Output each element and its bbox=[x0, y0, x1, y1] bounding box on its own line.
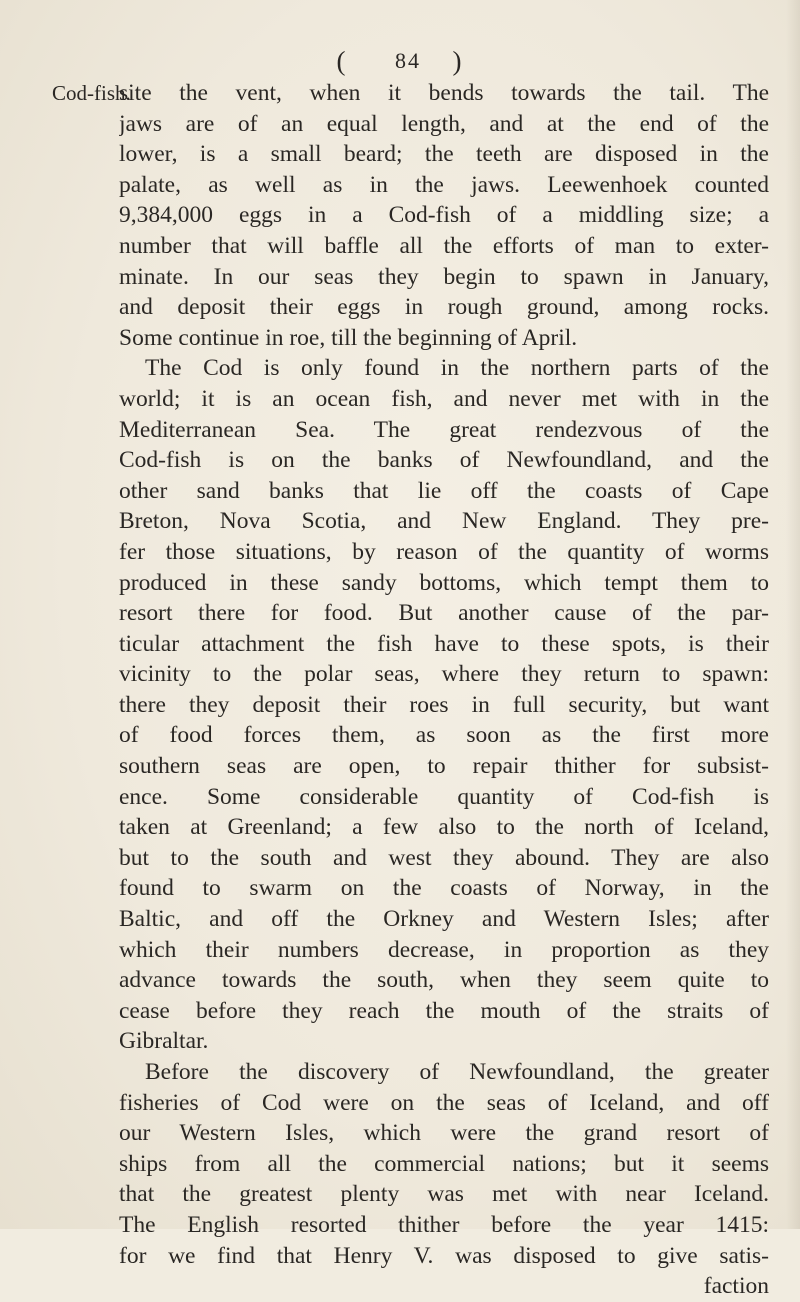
text-line: fisheries of Cod were on the seas of Iceland, and off bbox=[119, 1089, 769, 1116]
text-line: jaws are of an equal length, and at the end of the bbox=[119, 110, 769, 137]
text-line: vicinity to the polar seas, where they return to spawn: bbox=[119, 661, 769, 688]
text-line: number that will baffle all the efforts of man to exter- bbox=[119, 232, 769, 259]
text-line: Gibraltar. bbox=[119, 1028, 209, 1055]
text-line: ships from all the commercial nations; but it seems bbox=[119, 1150, 769, 1177]
text-line: lower, is a small beard; the teeth are disposed in the bbox=[119, 141, 769, 168]
text-line: advance towards the south, when they seem quite to bbox=[119, 967, 769, 994]
text-line: taken at Greenland; a few also to the north of Iceland, bbox=[119, 814, 769, 841]
text-line: palate, as well as in the jaws. Leewenhoek counted bbox=[119, 171, 769, 198]
text-line: Some continue in roe, till the beginning of April. bbox=[119, 324, 578, 351]
text-line: southern seas are open, to repair thither for subsist- bbox=[119, 753, 769, 780]
text-line: site the vent, when it bends towards the tail. The bbox=[119, 80, 769, 106]
margin-note: Cod-fish. bbox=[52, 81, 131, 105]
text-line: ence. Some considerable quantity of Cod-fish is bbox=[119, 783, 769, 810]
text-line: Cod-fish is on the banks of Newfoundland, and the bbox=[119, 447, 769, 474]
text-line: 9,384,000 eggs in a Cod-fish of a middling size; a bbox=[119, 202, 769, 229]
text-line: Breton, Nova Scotia, and New England. They pre- bbox=[119, 508, 769, 535]
header-open-paren: ( bbox=[336, 46, 348, 76]
text-line: world; it is an ocean fish, and never met with in the bbox=[119, 385, 769, 412]
text-line: found to swarm on the coasts of Norway, in the bbox=[119, 875, 769, 902]
text-line: Mediterranean Sea. The great rendezvous of the bbox=[119, 416, 769, 443]
text-line: and deposit their eggs in rough ground, among rocks. bbox=[119, 294, 769, 321]
text-line: The English resorted thither before the year 1415: bbox=[119, 1211, 769, 1238]
text-line: resort there for food. But another cause of the par- bbox=[119, 600, 769, 627]
text-line: ticular attachment the fish have to these spots, is their bbox=[119, 630, 769, 657]
text-line: cease before they reach the mouth of the straits of bbox=[119, 997, 769, 1024]
text-line: our Western Isles, which were the grand resort of bbox=[119, 1120, 769, 1147]
text-line: which their numbers decrease, in proportion as they bbox=[119, 936, 769, 963]
body-text bbox=[119, 78, 769, 1302]
text-line: Baltic, and off the Orkney and Western Isles; after bbox=[119, 906, 769, 933]
catchword: faction bbox=[703, 1273, 769, 1300]
text-line: fer those situations, by reason of the quantity of worms bbox=[119, 538, 769, 565]
page-number: 84 bbox=[395, 48, 421, 73]
text-line: The Cod is only found in the northern parts of the bbox=[145, 355, 769, 382]
page-header bbox=[0, 46, 800, 77]
text-line: produced in these sandy bottoms, which tempt them to bbox=[119, 569, 769, 596]
text-line: other sand banks that lie off the coasts of Cape bbox=[119, 477, 769, 504]
text-line: minate. In our seas they begin to spawn in January, bbox=[119, 263, 769, 290]
header-close-paren: ) bbox=[452, 46, 464, 76]
text-line: there they deposit their roes in full security, but want bbox=[119, 691, 769, 718]
page-edge-shadow bbox=[786, 0, 800, 1229]
text-line: that the greatest plenty was met with near Iceland. bbox=[119, 1181, 769, 1208]
text-line: but to the south and west they abound. They are also bbox=[119, 844, 769, 871]
text-line: for we find that Henry V. was disposed to give satis- bbox=[119, 1242, 769, 1269]
text-line: Before the discovery of Newfoundland, the greater bbox=[145, 1059, 769, 1085]
text-line: of food forces them, as soon as the first more bbox=[119, 722, 769, 749]
